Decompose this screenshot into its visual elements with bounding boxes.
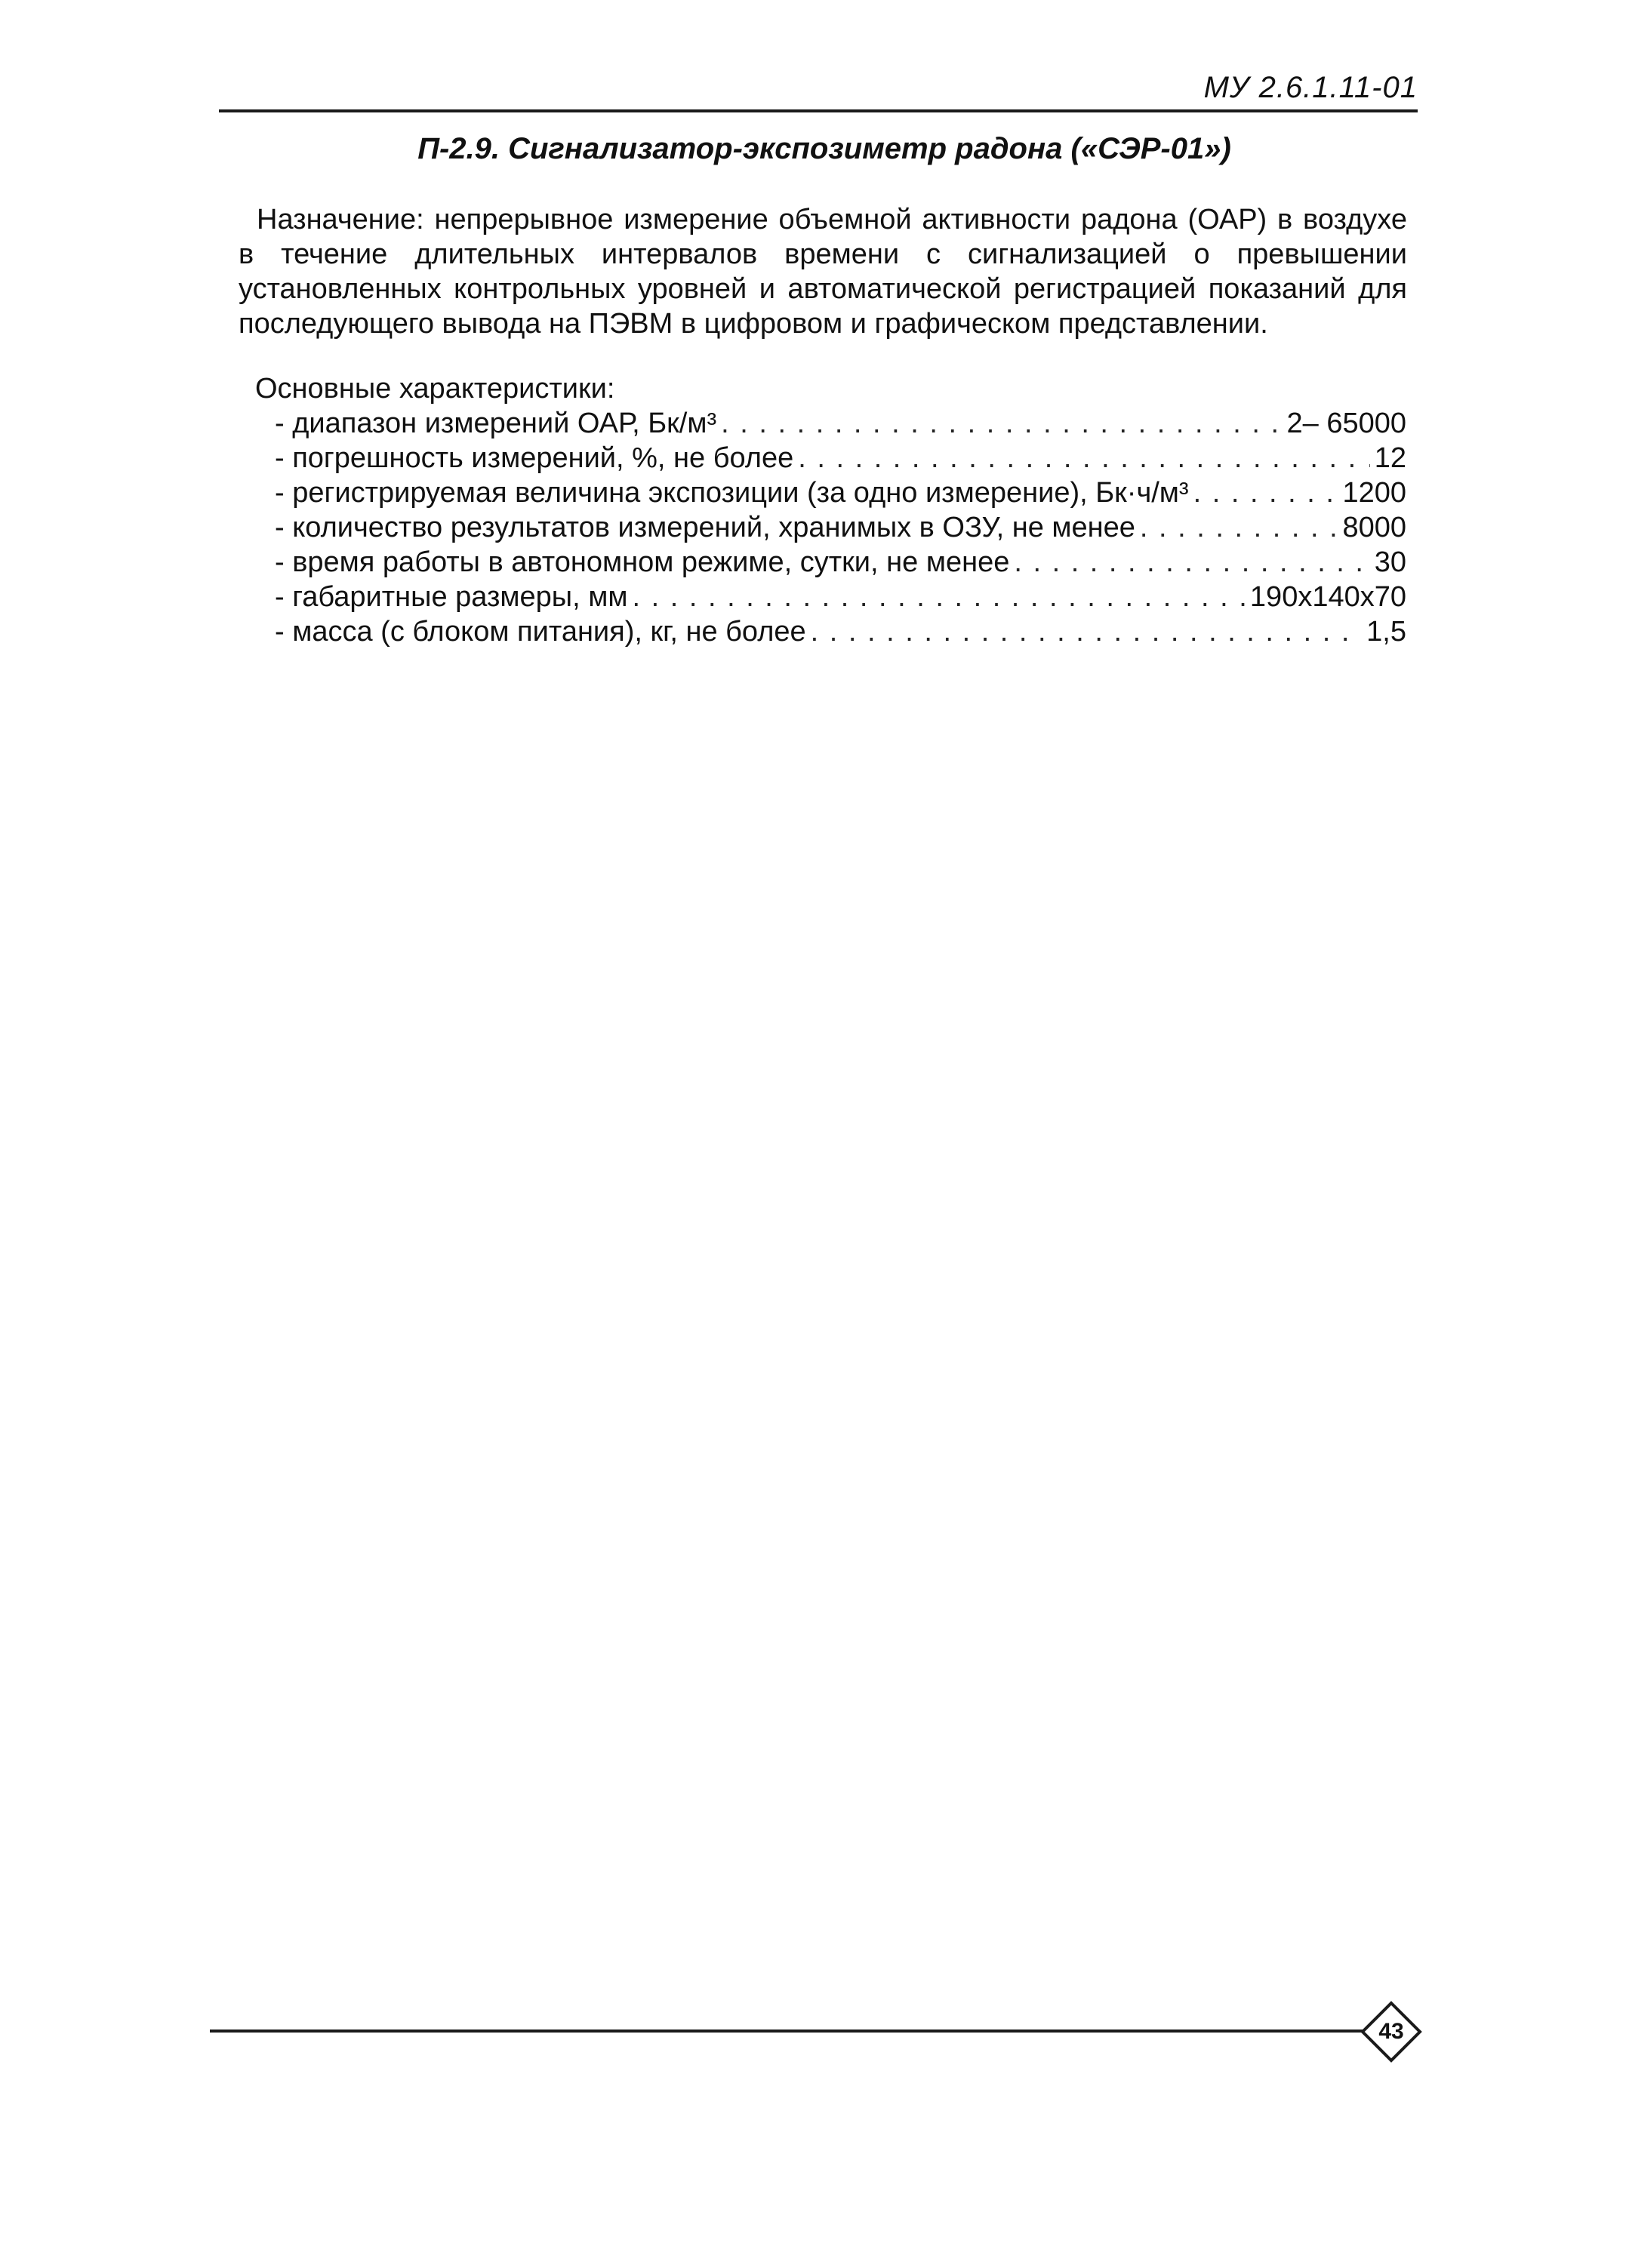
dot-leader [811,614,1363,649]
spec-value: 190х140х70 [1249,581,1406,613]
dot-leader [798,441,1369,475]
header-rule [219,109,1418,112]
spec-row-measurement-error [275,441,1406,475]
dot-leader [1140,510,1338,545]
spec-label: - масса (с блоком питания), кг, не более [275,616,806,648]
spec-value: 1,5 [1366,616,1406,648]
spec-label: - время работы в автономном режиме, сутки, не менее [275,546,1010,578]
spec-value: 2– 65000 [1286,408,1406,439]
spec-value: 12 [1374,442,1406,474]
dot-leader [721,406,1282,441]
document-code: МУ 2.6.1.11-01 [1203,71,1418,104]
page-number-badge [1360,2000,1423,2063]
spec-row-measurement-range [275,406,1406,441]
purpose-paragraph: Назначение: непрерывное измерение объемной активности радона (ОАР) в воздухе в течение длительных интервалов времени с сигнализацией о превышении установленных контрольных уровней и автоматической регистрацией показаний для последующего вывода на ПЭВМ в цифровом и графическом представлении. [239,204,1407,340]
specifications-block [255,371,1406,649]
dot-leader [633,580,1246,614]
spec-row-exposure-value [275,475,1406,510]
footer-rule [210,2030,1365,2033]
spec-label: - количество результатов измерений, хранимых в ОЗУ, не менее [275,512,1135,543]
spec-label: - регистрируемая величина экспозиции (за одно измерение), Бк·ч/м³ [275,477,1189,509]
spec-value: 30 [1374,546,1406,578]
spec-value: 1200 [1342,477,1406,509]
section-title: П-2.9. Сигнализатор-экспозиметр радона («СЭР-01») [417,132,1231,165]
dot-leader [1193,475,1338,510]
specifications-heading: Основные характеристики: [255,373,615,405]
page-number: 43 [1378,2019,1404,2044]
specifications-list [255,406,1406,649]
spec-label: - диапазон измерений ОАР, Бк/м³ [275,408,717,439]
spec-value: 8000 [1342,512,1406,543]
spec-row-mass [275,614,1406,649]
spec-label: - погрешность измерений, %, не более [275,442,794,474]
spec-row-dimensions [275,580,1406,614]
dot-leader [1014,545,1369,580]
spec-row-stored-results [275,510,1406,545]
spec-label: - габаритные размеры, мм [275,581,628,613]
spec-row-autonomous-time [275,545,1406,580]
